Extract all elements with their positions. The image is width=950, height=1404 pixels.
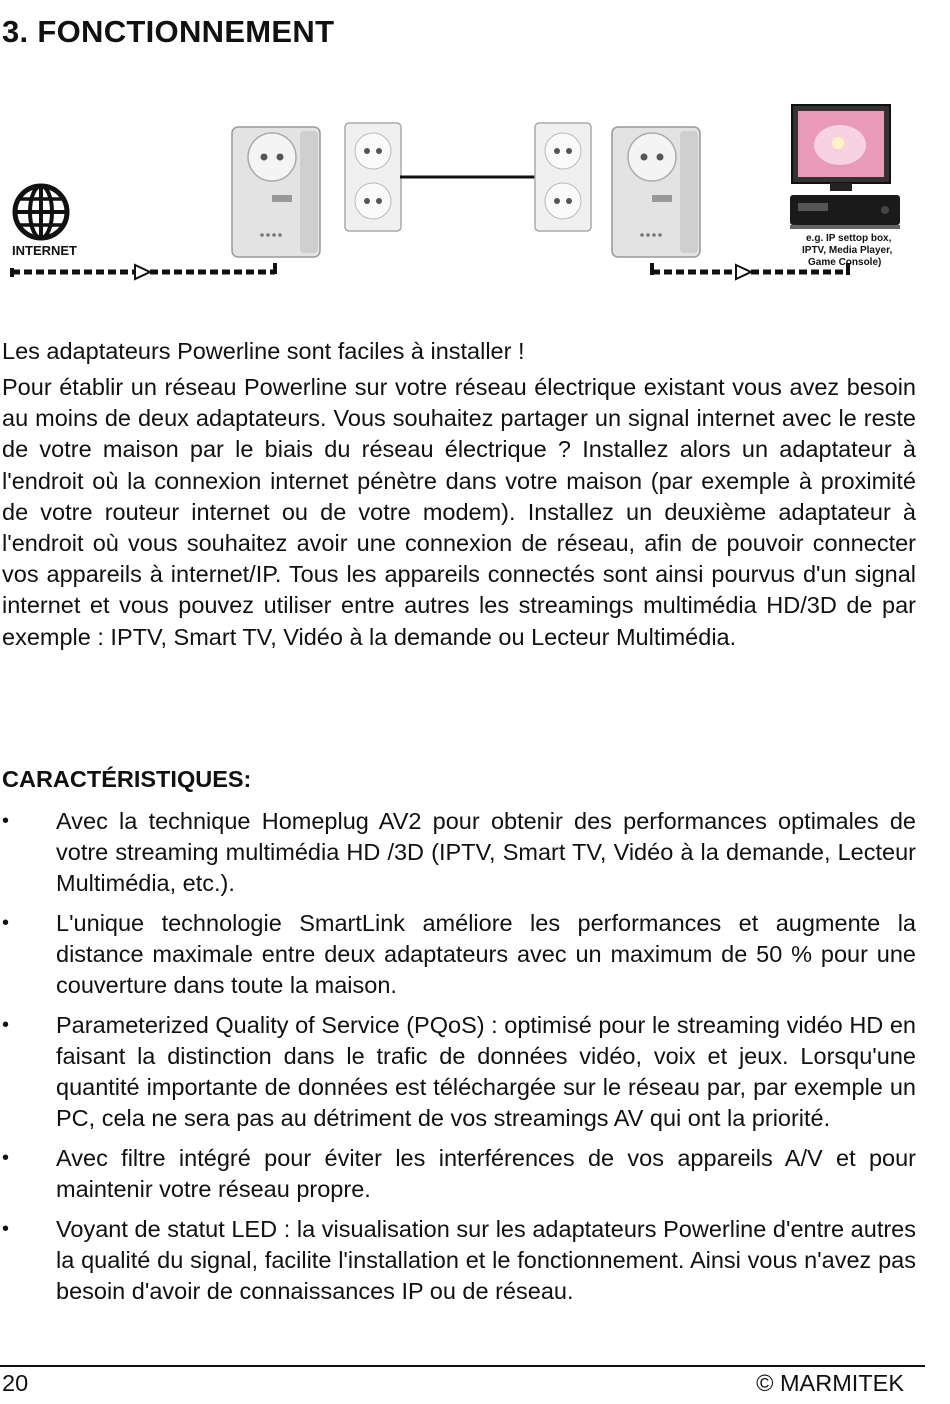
footer-divider bbox=[0, 1365, 925, 1367]
page-title: 3. FONCTIONNEMENT bbox=[2, 14, 335, 49]
feature-text: Voyant de statut LED : la visualisation sur les adaptateurs Powerline d'entre autres la qualité du signal, facilite l'installation et le fonctionnement. Ainsi vous n'avez pas besoin d'avoir de connaissances IP ou de réseau. bbox=[56, 1216, 916, 1304]
bullet-icon: • bbox=[2, 810, 10, 832]
feature-text: L'unique technologie SmartLink améliore les performances et augmente la distance maximale entre deux adaptateurs avec un maximum de 50 % pour une couverture dans toute la maison. bbox=[56, 910, 916, 998]
copyright-text: © MARMITEK bbox=[756, 1370, 904, 1396]
bullet-icon: • bbox=[2, 912, 10, 934]
features-list bbox=[0, 806, 916, 1316]
feature-item bbox=[0, 1010, 916, 1134]
bullet-icon: • bbox=[2, 1014, 10, 1036]
feature-text: Parameterized Quality of Service (PQoS) : optimisé pour le streaming vidéo HD en faisant la distinction dans le trafic de données vidéo, voix et jeux. Lorsqu'une quantité importante de données est téléchargée sur le réseau par, par exemple un PC, cela ne sera pas au détriment de vos streamings AV qui ont la priorité. bbox=[56, 1012, 916, 1131]
page-number: 20 bbox=[2, 1370, 29, 1396]
device-caption-line-2: IPTV, Media Player, bbox=[802, 245, 893, 256]
feature-item bbox=[0, 908, 916, 1001]
wall-socket-right bbox=[535, 123, 591, 231]
internet-label: INTERNET bbox=[12, 243, 77, 258]
bullet-icon: • bbox=[2, 1218, 10, 1240]
device-caption-line-1: e.g. IP settop box, bbox=[806, 233, 892, 244]
feature-item bbox=[0, 1143, 916, 1205]
device-caption-line-3: Game Console) bbox=[808, 257, 882, 268]
settop-box-icon bbox=[790, 195, 900, 229]
body-paragraph: Pour établir un réseau Powerline sur votre réseau électrique existant vous avez besoin au moins de deux adaptateurs. Vous souhaitez partager un signal internet avec le reste de votre maison par le biais du réseau électrique ? Installez alors un adaptateur à l'endroit où la connexion internet pénètre dans votre maison (par exemple à proximité de votre routeur internet ou de votre modem). Installez un deuxième adaptateur à l'endroit où vous souhaitez avoir une connexion de réseau, afin de pouvoir connecter vos appareils à internet/IP. Tous les appareils connectés sont ainsi pourvus d'un signal internet et vous pouvez utiliser entre autres les streamings multimédia HD/3D de par exemple : IPTV, Smart TV, Vidéo à la demande ou Lecteur Multimédia. bbox=[2, 374, 916, 650]
powerline-adapter-left bbox=[232, 127, 320, 257]
feature-item bbox=[0, 806, 916, 899]
feature-text: Avec la technique Homeplug AV2 pour obtenir des performances optimales de votre streaming multimédia HD /3D (IPTV, Smart TV, Vidéo à la demande, Lecteur Multimédia, etc.). bbox=[56, 808, 916, 896]
features-title: CARACTÉRISTIQUES: bbox=[2, 766, 252, 792]
powerline-adapter-right bbox=[612, 127, 700, 257]
feature-item bbox=[0, 1214, 916, 1307]
feature-text: Avec filtre intégré pour éviter les interférences de vos appareils A/V et pour maintenir votre réseau propre. bbox=[56, 1145, 916, 1202]
intro-text: Les adaptateurs Powerline sont faciles à installer ! bbox=[2, 338, 525, 364]
powerline-diagram bbox=[0, 95, 925, 295]
bullet-icon: • bbox=[2, 1147, 10, 1169]
wall-socket-left bbox=[345, 123, 401, 231]
globe-icon bbox=[15, 186, 67, 238]
tv-icon bbox=[792, 105, 890, 191]
